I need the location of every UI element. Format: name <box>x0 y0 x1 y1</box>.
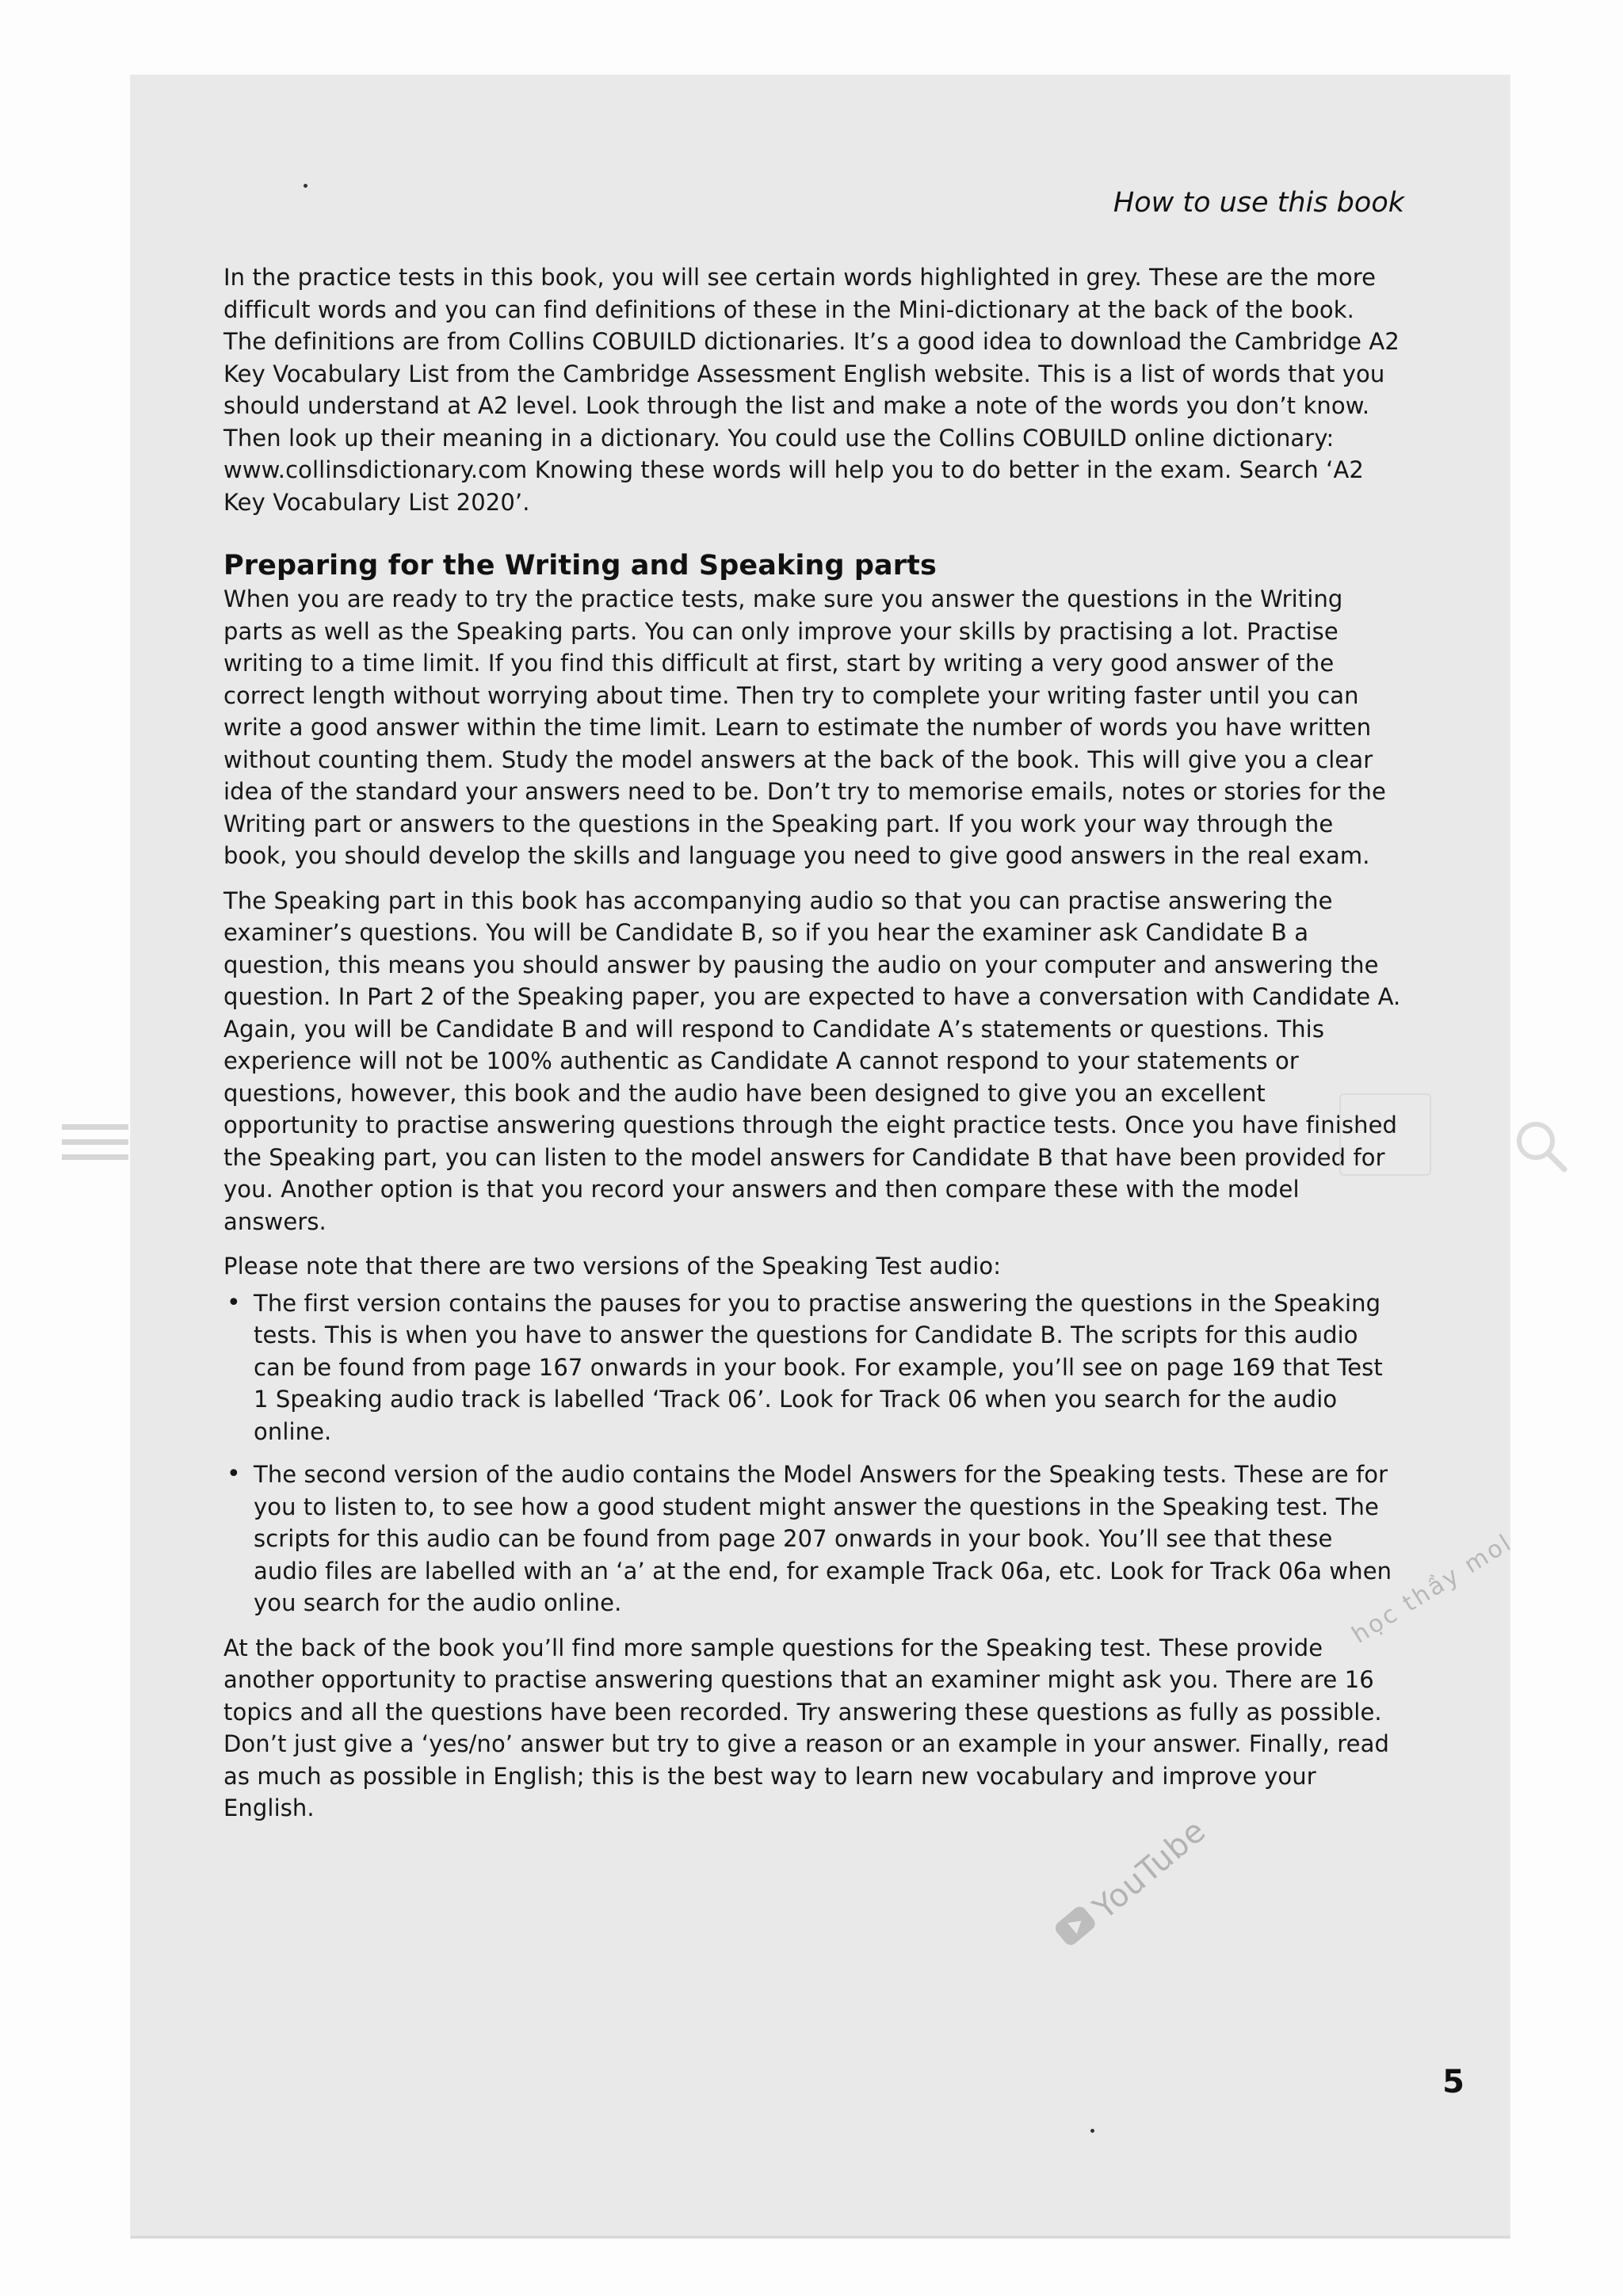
watermark-channel: học thầy mol <box>1347 1528 1518 1650</box>
scan-speck <box>304 184 307 188</box>
intro-paragraph: In the practice tests in this book, you will see certain words highlighted in grey. These are the more difficult words and you can find definitions of these in the Mini-dictionary at the back of the book. The definitions are from Collins COBUILD dictionaries. It’s a good idea to download the Cambridge A2 Key Vocabulary List from the Cambridge Assessment English website. This is a list of words that you should understand at A2 level. Look through the list and make a note of the words you don’t know. Then look up their meaning in a dictionary. You could use the Collins COBUILD online dictionary: www.collinsdictionary.com Knowing these words will help you to do better in the exam. Search ‘A2 Key Vocabulary List 2020’. <box>223 264 1400 516</box>
bullet-icon: • <box>227 1460 241 1488</box>
audio-versions-intro: Please note that there are two versions of the Speaking Test audio: <box>223 1253 1002 1280</box>
audio-versions-list <box>223 1287 1403 1619</box>
scan-speck <box>1090 2129 1094 2133</box>
running-head: How to use this book <box>1113 187 1404 219</box>
menu-icon[interactable] <box>62 1123 128 1162</box>
page-edge <box>131 2236 1510 2238</box>
list-item-text: The first version contains the pauses for you to practise answering the questions in the Speaking tests. This is when you have to answer the questions for Candidate B. The scripts for this audio can be found from page 167 onwards in your book. For example, you’ll see on page 169 that Test 1 Speaking audio track is labelled ‘Track 06’. Look for Track 06 when you search for the audio online. <box>254 1289 1383 1445</box>
page-number: 5 <box>1442 2064 1465 2100</box>
section-heading: Preparing for the Writing and Speaking parts <box>223 550 937 582</box>
speaking-paragraph: The Speaking part in this book has accompanying audio so that you can practise answering the examiner’s questions. You will be Candidate B, so if you hear the examiner ask Candidate B a question, this means you should answer by pausing the audio on your computer and answering the question. In Part 2 of the Speaking paper, you are expected to have a conversation with Candidate A. Again, you will be Candidate B and will respond to Candidate A’s statements or questions. This experience will not be 100% authentic as Candidate A cannot respond to your statements or questions, however, this book and the audio have been designed to give you an excellent opportunity to practise answering questions through the eight practice tests. Once you have finished the Speaking part, you can listen to the model answers for Candidate B that have been provided for you. Another option is that you record your answers and then compare these with the model answers. <box>223 887 1401 1235</box>
list-item <box>223 1287 1403 1448</box>
writing-paragraph: When you are ready to try the practice tests, make sure you answer the questions in the Writing parts as well as the Speaking parts. You can only improve your skills by practising a lot. Practise writing to a time limit. If you find this difficult at first, start by writing a very good answer of the correct length without worrying about time. Then try to complete your writing faster until you can write a good answer within the time limit. Learn to estimate the number of words you have written without counting them. Study the model answers at the back of the book. This will give you a clear idea of the standard your answers need to be. Don’t try to memorise emails, notes or stories for the Writing part or answers to the questions in the Speaking part. If you work your way through the book, you should develop the skills and language you need to give good answers in the real exam. <box>223 585 1386 869</box>
list-item <box>223 1459 1403 1619</box>
bullet-icon: • <box>227 1288 241 1317</box>
closing-paragraph: At the back of the book you’ll find more sample questions for the Speaking test. These provide another opportunity to practise answering questions that an examiner might ask you. There are 16 topics and all the questions have been recorded. Try answering these questions as fully as possible. Don’t just give a ‘yes/no’ answer but try to give a reason or an example in your answer. Finally, read as much as possible in English; this is the best way to learn new vocabulary and improve your English. <box>223 1634 1389 1821</box>
search-icon[interactable] <box>1512 1117 1569 1174</box>
page-content <box>223 261 1403 1837</box>
list-item-text: The second version of the audio contains the Model Answers for the Speaking tests. These are for you to listen to, to see how a good student might answer the questions in the Speaking test. The scripts for this audio can be found from page 207 onwards in your book. You’ll see that these audio files are labelled with an ‘a’ at the end, for example Track 06a, etc. Look for Track 06a when you search for the audio online. <box>254 1461 1392 1616</box>
youtube-label: YouTube <box>1086 1812 1213 1927</box>
watermark-frame <box>1339 1093 1431 1176</box>
